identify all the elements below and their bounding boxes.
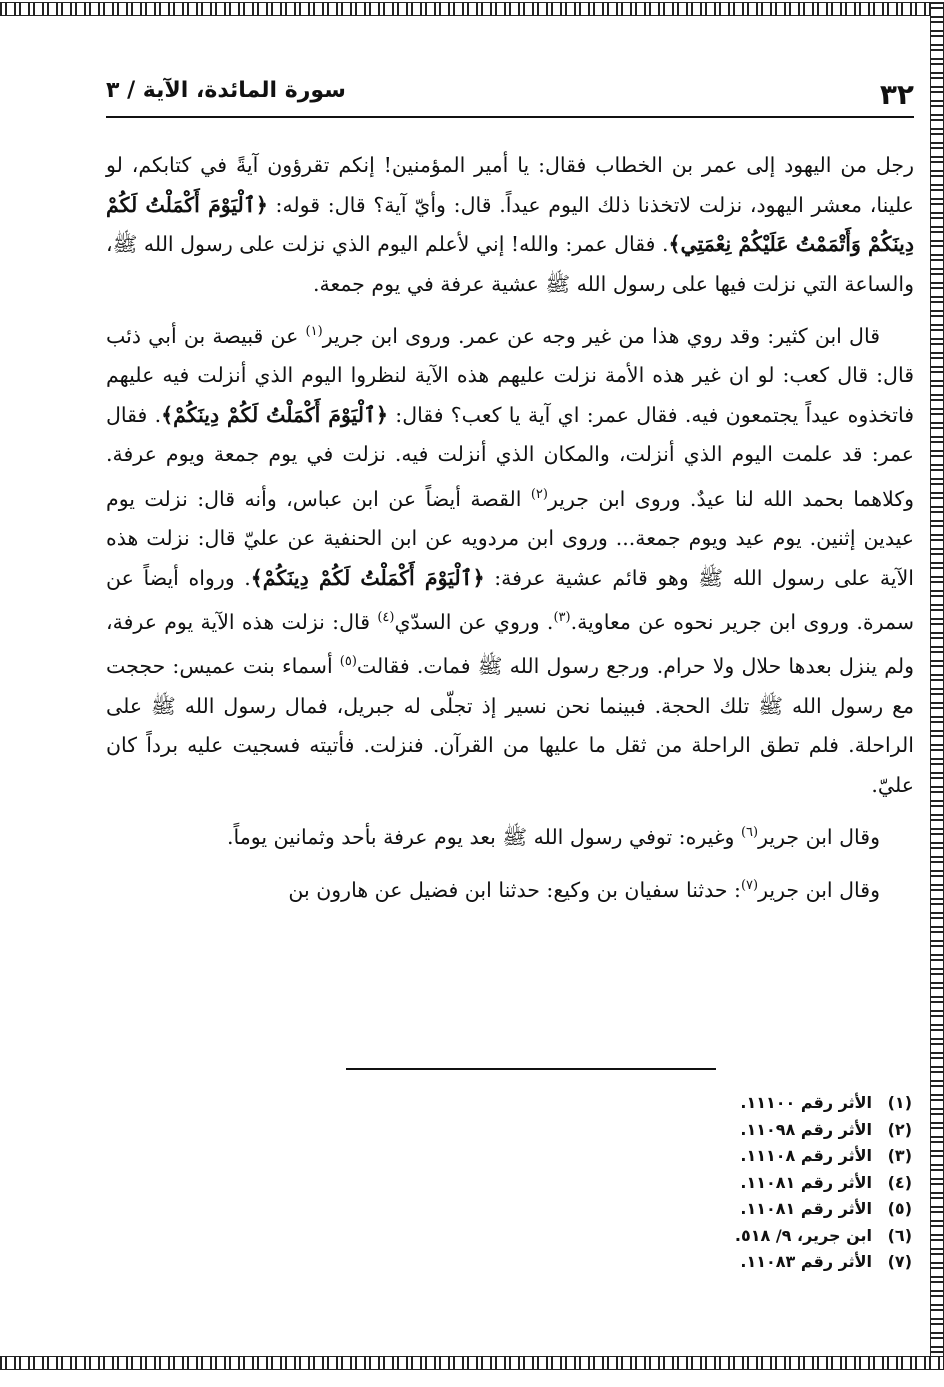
text-run: عن قبيصة بن أبي ذئب قال: قال كعب: لو ان غير هذه الأمة نزلت عليهم هذه الآية لنظروا اليوم الذي أنزلت فيه عليهم فاتخذوه عيداً يجتمعون فيه. فقال عمر: اي آية يا كعب؟ فقال: [106,323,914,427]
footnote-item: (٥)الأثر رقم ١١٠٨١. [740,1199,912,1218]
footnote-ref: (٥) [339,654,357,670]
footnote-item: (٤)الأثر رقم ١١٠٨١. [740,1172,912,1192]
body-text [106,146,914,918]
text-run: قال ابن كثير: وقد روي هذا من غير وجه عن عمر. وروى ابن جرير [322,323,881,348]
footnote-item: (٦)ابن جرير، ٩/ ٥١٨. [734,1225,912,1245]
header-rule [106,116,914,118]
paragraph [106,813,914,857]
footnote-item: (٧)الأثر رقم ١١٠٨٣. [740,1252,912,1271]
quran-quote: ﴿ٱلْيَوْمَ أَكْمَلْتُ لَكُمْ دِينَكُمْ﴾ [161,402,389,427]
text-run: رجل من اليهود إلى عمر بن الخطاب فقال: يا أمير المؤمنين! إنكم تقرؤون آيةً في كتابكم، لو علينا، معشر اليهود، نزلت لاتخذنا ذلك اليوم عيداً. قال: وأيّ آية؟ قال: قوله: [106,153,914,217]
text-run: قال: نزلت هذه الآية يوم عرفة، ولم ينزل بعدها حلال ولا حرام. ورجع رسول الله ﷺ فمات. فقالت [106,609,914,679]
page-number: ٣٢ [879,78,914,111]
footnote-ref: (٧) [740,877,759,893]
footnotes [735,1090,912,1276]
text-run: وقال ابن جرير [758,825,880,850]
running-title: سورة المائدة، الآية / ٣ [106,78,346,103]
paragraph [106,866,914,910]
footnote-ref: (٦) [740,825,759,841]
text-run: . فقال عمر: والله! إني لأعلم اليوم الذي نزلت على رسول الله ﷺ، والساعة التي نزلت فيها على رسول الله ﷺ عشية عرفة في يوم جمعة. [106,232,914,296]
paragraph [106,146,914,304]
ornamental-border-top [0,2,944,16]
text-run: . وروي عن السدّي [394,609,554,634]
text-run: . ورواه أيضاً عن سمرة. وروى ابن جرير نحوه عن معاوية. [106,565,915,634]
footnote-ref: (٣) [553,610,571,626]
footnote-rule [346,1068,716,1070]
footnote-ref: (١) [305,324,323,339]
quran-quote: ﴿ٱلْيَوْمَ أَكْمَلْتُ لَكُمْ دِينَكُمْ﴾ [250,565,485,590]
quran-quote: ﴿ٱلْيَوْمَ أَكْمَلْتُ لَكُمْ دِينَكُمْ وَأَتْمَمْتُ عَلَيْكُمْ نِعْمَتِي﴾ [106,192,914,256]
footnote-item: (٢)الأثر رقم ١١٠٩٨. [740,1119,912,1139]
ornamental-border-right [930,2,944,1370]
text-run: القصة أيضاً عن ابن عباس، وأنه قال: نزلت يوم عيدين إثنين. يوم عيد ويوم جمعة... وروى ابن مردويه عن ابن الحنفية عن عليّ قال: نزلت هذه الآية على رسول الله ﷺ وهو قائم عشية عرفة: [106,486,914,590]
text-run: وقال ابن جرير [758,877,880,902]
footnote-item: (١)الأثر رقم ١١١٠٠. [740,1093,912,1112]
text-run: أسماء بنت عميس: حججت مع رسول الله ﷺ تلك الحجة. فبينما نحن نسير إذ تجلّى له جبريل، فمال رسول الله ﷺ على الراحلة. فلم تطق الراحلة من ثقل ما عليها من القرآن. فنزلت. فأتيته فسجيت عليه برداً كان عليّ. [106,654,914,797]
ornamental-border-bottom [0,1356,944,1370]
text-run: . فقال عمر: قد علمت اليوم الذي أنزلت، والمكان الذي أنزلت فيه. نزلت في يوم جمعة ويوم عرفة. وكلاهما بحمد الله لنا عيدٌ. وروى ابن جرير [106,402,914,511]
text-run: : حدثنا سفيان بن وكيع: حدثنا ابن فضيل عن هارون بن [288,877,741,902]
page [106,24,915,1271]
footnote-ref: (٢) [530,486,548,502]
paragraph [106,312,914,805]
page-header [106,24,914,114]
text-run: وغيره: توفي رسول الله ﷺ بعد يوم عرفة بأحد وثمانين يوماً. [226,825,741,850]
footnote-item: (٣)الأثر رقم ١١١٠٨. [740,1146,912,1165]
footnote-ref: (٤) [377,610,395,626]
